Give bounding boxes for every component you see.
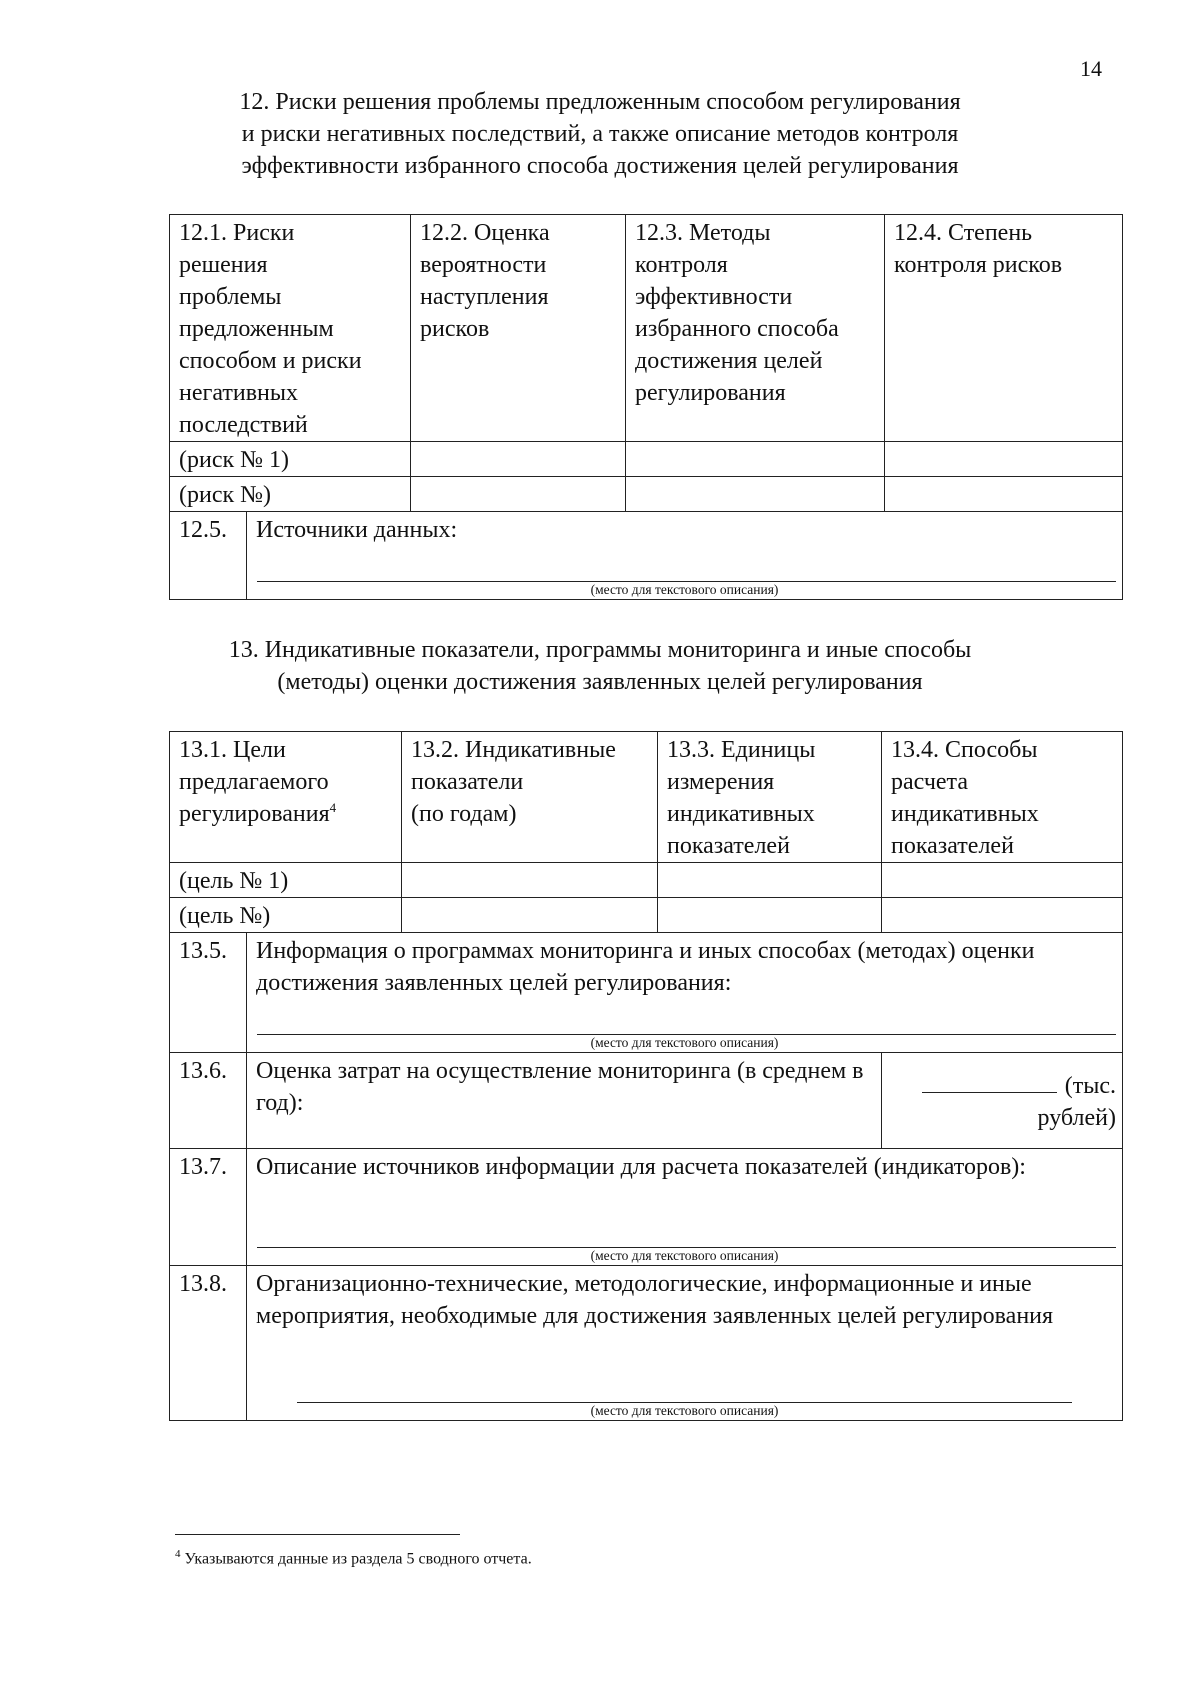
footnote-separator	[175, 1534, 460, 1535]
goal-n-indicators	[402, 898, 658, 933]
table-row	[170, 898, 1123, 933]
header-12-4: 12.4. Степень контроля рисков	[885, 215, 1123, 442]
row-13-7-number: 13.7.	[170, 1149, 247, 1266]
row-13-5-number: 13.5.	[170, 933, 247, 1053]
text-placeholder-caption: (место для текстового описания)	[590, 582, 779, 597]
row-13-8-number: 13.8.	[170, 1266, 247, 1421]
row-13-8	[170, 1266, 1123, 1421]
risk-n-probability	[411, 477, 626, 512]
cost-blank-line	[922, 1070, 1057, 1093]
row-13-6	[170, 1053, 1123, 1149]
goal-1-calculation	[882, 863, 1123, 898]
goal-1-units	[658, 863, 882, 898]
goal-n-label: (цель №)	[170, 898, 402, 933]
monitoring-cost-label: Оценка затрат на осуществление мониторинга (в среднем в год):	[247, 1053, 882, 1149]
footnote-mark: 4	[329, 800, 337, 815]
table-row	[170, 442, 1123, 477]
table-row	[170, 863, 1123, 898]
row-13-6-number: 13.6.	[170, 1053, 247, 1149]
footnote	[175, 1548, 532, 1568]
header-13-1	[170, 732, 402, 863]
risk-n-control-methods	[626, 477, 885, 512]
text-placeholder-caption: (место для текстового описания)	[590, 1035, 779, 1050]
text-placeholder-caption: (место для текстового описания)	[590, 1403, 779, 1418]
goal-1-indicators	[402, 863, 658, 898]
goal-1-label: (цель № 1)	[170, 863, 402, 898]
row-12-5-content	[247, 512, 1123, 600]
header-12-3: 12.3. Методы контроля эффективности избранного способа достижения целей регулирования	[626, 215, 885, 442]
footnote-text: Указываются данные из раздела 5 сводного отчета.	[184, 1550, 532, 1568]
info-sources-label: Описание источников информации для расчета показателей (индикаторов):	[256, 1154, 1026, 1180]
risk-n-control-degree	[885, 477, 1123, 512]
risk-1-control-degree	[885, 442, 1123, 477]
section-12-table	[169, 214, 1123, 600]
row-13-8-content	[247, 1266, 1123, 1421]
section-13-table	[169, 731, 1123, 1421]
monitoring-cost-value	[882, 1053, 1123, 1149]
header-12-1: 12.1. Риски решения проблемы предложенным способом и риски негативных последствий	[170, 215, 411, 442]
risk-1-label: (риск № 1)	[170, 442, 411, 477]
page-number: 14	[1080, 56, 1102, 81]
goal-n-units	[658, 898, 882, 933]
risk-n-label: (риск №)	[170, 477, 411, 512]
data-sources-label: Источники данных:	[256, 517, 458, 543]
risk-1-probability	[411, 442, 626, 477]
row-13-5	[170, 933, 1123, 1053]
footnote-number: 4	[175, 1548, 181, 1560]
header-13-2: 13.2. Индикативные показатели (по годам)	[402, 732, 658, 863]
header-13-3: 13.3. Единицы измерения индикативных показателей	[658, 732, 882, 863]
table-row	[170, 477, 1123, 512]
section-13-title: 13. Индикативные показатели, программы мониторинга и иные способы (методы) оценки достижения заявленных целей регулирования	[228, 637, 972, 695]
row-13-7-content	[247, 1149, 1123, 1266]
text-placeholder-caption: (место для текстового описания)	[590, 1248, 779, 1263]
row-13-7	[170, 1149, 1123, 1266]
section-12-title: 12. Риски решения проблемы предложенным способом регулирования и риски негативных последствий, а также описание методов контроля эффективности избранного способа достижения целей регулирования	[239, 89, 961, 179]
section-12-header-row	[170, 215, 1123, 442]
risk-1-control-methods	[626, 442, 885, 477]
monitoring-info-label: Информация о программах мониторинга и иных способах (методах) оценки достижения заявленных целей регулирования:	[256, 938, 1035, 996]
header-12-2: 12.2. Оценка вероятности наступления рисков	[411, 215, 626, 442]
header-13-4: 13.4. Способы расчета индикативных показателей	[882, 732, 1123, 863]
section-13-header-row	[170, 732, 1123, 863]
header-13-1-label: 13.1. Цели предлагаемого регулирования	[179, 737, 330, 827]
measures-label: Организационно-технические, методологические, информационные и иные мероприятия, необходимые для достижения заявленных целей регулирования	[256, 1271, 1054, 1329]
row-12-5-number: 12.5.	[170, 512, 247, 600]
row-12-5	[170, 512, 1123, 600]
cost-unit: (тыс. рублей)	[1037, 1072, 1116, 1131]
goal-n-calculation	[882, 898, 1123, 933]
row-13-5-content	[247, 933, 1123, 1053]
